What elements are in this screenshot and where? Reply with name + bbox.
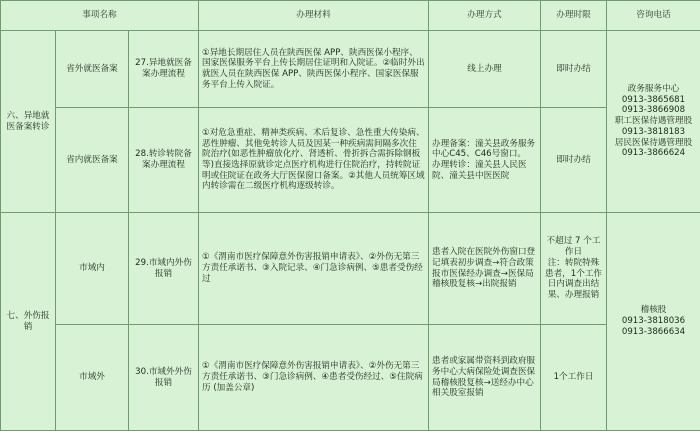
table-row — [1, 108, 700, 213]
header-hotline: 咨询电话 — [607, 1, 700, 31]
materials-cell: ①《渭南市医疗保障意外伤害报销申请表》、②外伤无第三方责任承诺书、③门急诊病例、④患者受伤经过、⑤住院病历 (加盖公章) — [199, 325, 429, 431]
header-materials: 办理材料 — [199, 1, 429, 31]
hotline-cell — [607, 213, 700, 431]
header-method: 办理方式 — [429, 1, 541, 31]
time-limit-cell: 即时办结 — [541, 108, 607, 213]
method-cell: 线上办理 — [429, 31, 541, 108]
sub-category-cell: 省外就医备案 — [56, 31, 129, 108]
method-cell: 患者入院在医院外伤窗口登记填表初步调查→符合政策报市医保经办调查→医保局稽核股复核→出院报销 — [429, 213, 541, 325]
time-limit-cell: 即时办结 — [541, 31, 607, 108]
hotline-cell — [607, 31, 700, 213]
item-name-cell: 27.异地就医备案办理流程 — [129, 31, 199, 108]
sub-category-cell: 市域外 — [56, 325, 129, 431]
category-cell: 七、外伤报销 — [1, 213, 56, 431]
hotline-line: 居民医保待遇管理股 — [610, 138, 697, 149]
materials-cell: ①对危急重症、精神类疾病、术后复诊、急性重大传染病、恶性肿瘤、其他免转诊人员及因某一种疾病需间隔多次住院治疗(如恶性肿瘤放化疗、肾透析、骨折拆合需拆除钢板等)直接选择原就诊定点医疗机构进行住院治疗，持转院证明或住院证在政务大厅医保窗口备案。②其他人员统筹区域内转诊需在二级医疗机构逐级转诊。 — [199, 108, 429, 213]
sub-category-cell: 市域内 — [56, 213, 129, 325]
hotline-line: 0913-3865681 — [610, 95, 697, 106]
materials-cell: ①异地长期居住人员在陕西医保 APP、陕西医保小程序、国家医保服务平台上传长期居住证明和入院证。②临时外出就医人员在陕西医保 APP、陕西医保小程序、国家医保服务平台上传入院证。 — [199, 31, 429, 108]
item-name-cell: 28.转诊转院备案办理流程 — [129, 108, 199, 213]
hotline-line: 0913-3866624 — [610, 148, 697, 159]
sub-category-cell: 省内就医备案 — [56, 108, 129, 213]
hotline-line: 0913-3818036 — [610, 316, 697, 327]
table-row — [1, 325, 700, 431]
hotline-line: 0913-3866908 — [610, 105, 697, 116]
hotline-line: 0913-3866634 — [610, 327, 697, 338]
hotline-line: 政务服务中心 — [610, 84, 697, 95]
time-limit-cell: 1个工作日 — [541, 325, 607, 431]
hotline-line: 稽核股 — [610, 305, 697, 316]
hotline-line: 职工医保待遇管理股 — [610, 116, 697, 127]
table-row — [1, 213, 700, 325]
category-cell: 六、异地就医备案转诊 — [1, 31, 56, 213]
table-row — [1, 31, 700, 108]
header-item-name: 事项名称 — [1, 1, 199, 31]
time-limit-cell: 不超过 7 个工作日 注：转院特殊患者，1个工作日内调查出结果、办理报销 — [541, 213, 607, 325]
item-name-cell: 30.市域外外伤报销 — [129, 325, 199, 431]
method-cell: 患者或家属带资料到政府服务中心大病保险处调查医保局稽核股复核→送经办中心相关股室报销 — [429, 325, 541, 431]
header-row — [1, 1, 700, 31]
method-cell: 办理备案：潼关县政务服务中心C45、C46号窗口。 办理转诊：潼关县人民医院、潼关县中医医院 — [429, 108, 541, 213]
item-name-cell: 29.市域内外伤报销 — [129, 213, 199, 325]
materials-cell: ①《渭南市医疗保障意外伤害报销申请表》、②外伤无第三方责任承诺书、③入院记录、④门急诊病例、⑤患者受伤经过 — [199, 213, 429, 325]
header-time-limit: 办理时限 — [541, 1, 607, 31]
hotline-line: 0913-3818183 — [610, 127, 697, 138]
